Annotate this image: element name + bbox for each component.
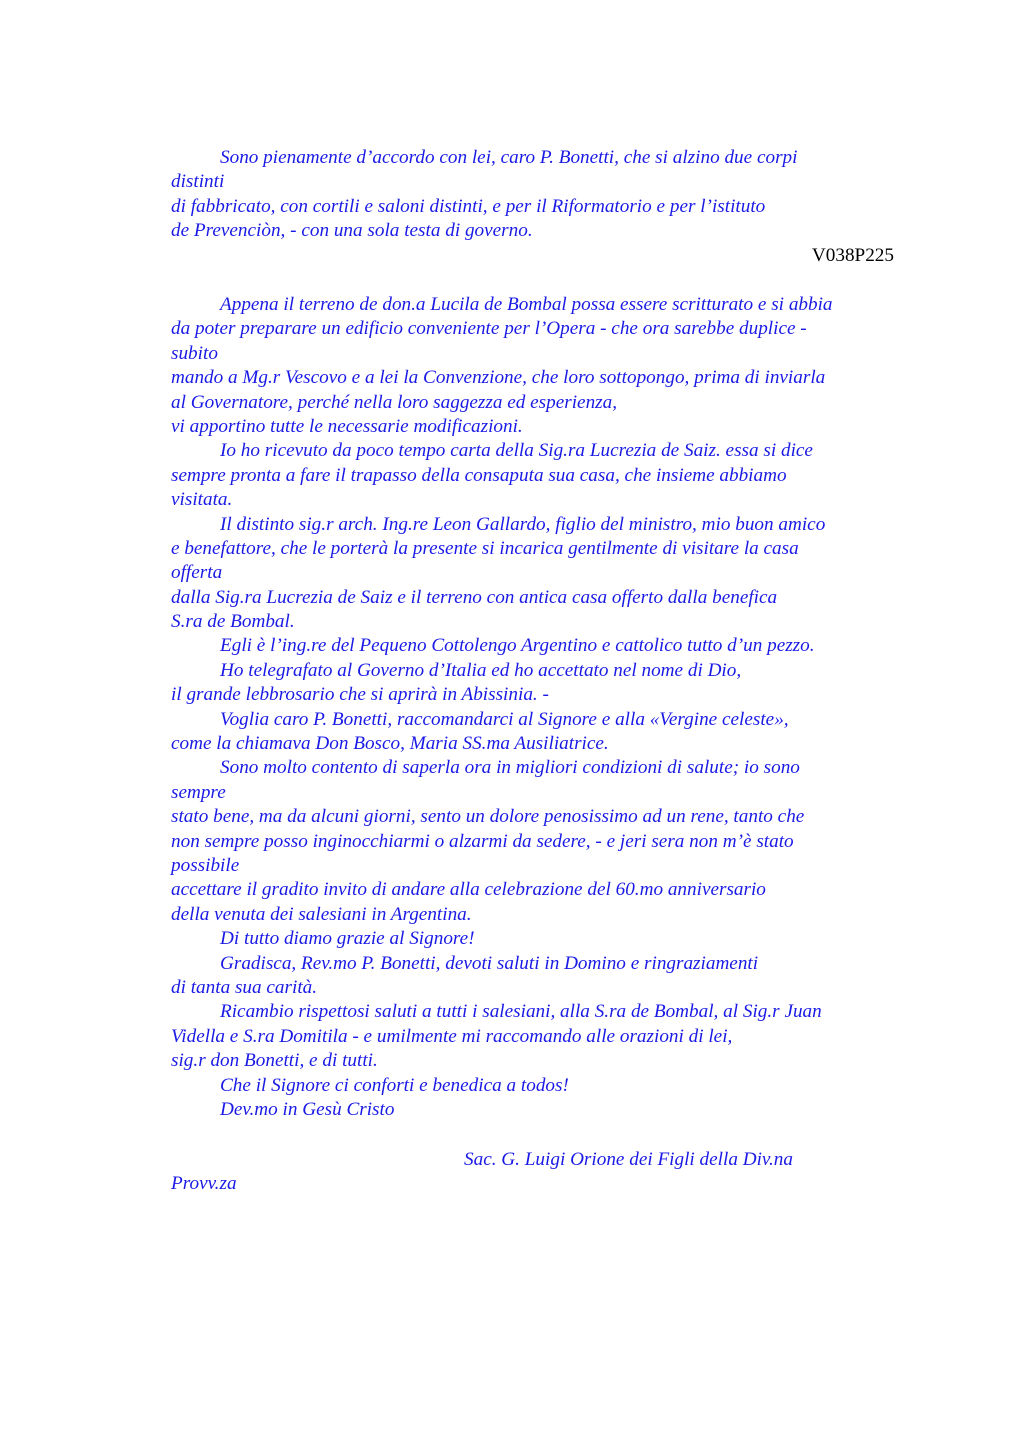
text-line: Il distinto sig.r arch. Ing.re Leon Gallardo, figlio del ministro, mio buon amico <box>220 513 826 535</box>
text-line: de Prevenciòn, - con una sola testa di governo. <box>171 220 533 242</box>
text-line: visitata. <box>171 489 233 511</box>
text-line: come la chiamava Don Bosco, Maria SS.ma Ausiliatrice. <box>171 733 609 755</box>
text-line: sempre <box>171 781 226 803</box>
signature-line: Provv.za <box>171 1173 237 1195</box>
signature-block <box>171 1148 896 1197</box>
text-line: mando a Mg.r Vescovo e a lei la Convenzione, che loro sottopongo, prima di inviarla <box>171 367 826 389</box>
text-line: non sempre posso inginocchiarmi o alzarmi da sedere, - e jeri sera non m’è stato <box>171 830 794 852</box>
text-line: di fabbricato, con cortili e saloni distinti, e per il Riformatorio e per l’istituto <box>171 195 766 217</box>
text-line: della venuta dei salesiani in Argentina. <box>171 903 472 925</box>
text-line: distinti <box>171 171 225 193</box>
text-line: Ricambio rispettosi saluti a tutti i salesiani, alla S.ra de Bombal, al Sig.r Juan <box>220 1001 822 1023</box>
text-line: al Governatore, perché nella loro saggezza ed esperienza, <box>171 391 618 413</box>
letter-body <box>171 293 896 1122</box>
text-line: di tanta sua carità. <box>171 976 318 998</box>
text-line: Di tutto diamo grazie al Signore! <box>220 928 475 950</box>
text-line: Appena il terreno de don.a Lucila de Bombal possa essere scritturato e si abbia <box>220 294 833 315</box>
page-reference: V038P225 <box>811 245 894 266</box>
text-line: Che il Signore ci conforti e benedica a todos! <box>220 1074 569 1096</box>
text-line: Io ho ricevuto da poco tempo carta della Sig.ra Lucrezia de Saiz. essa si dice <box>220 440 813 462</box>
text-line: il grande lebbrosario che si aprirà in Abissinia. - <box>171 684 549 706</box>
text-line: Vidella e S.ra Domitila - e umilmente mi raccomando alle orazioni di lei, <box>171 1025 733 1047</box>
text-line: sempre pronta a fare il trapasso della consaputa sua casa, che insieme abbiamo <box>171 464 787 486</box>
text-line: offerta <box>171 562 223 584</box>
letter-paragraph-1 <box>171 146 896 244</box>
text-line: possibile <box>171 854 240 876</box>
text-line: dalla Sig.ra Lucrezia de Saiz e il terreno con antica casa offerto dalla benefica <box>171 586 778 608</box>
text-line: stato bene, ma da alcuni giorni, sento un dolore penosissimo ad un rene, tanto che <box>171 806 805 828</box>
text-line: Ho telegrafato al Governo d’Italia ed ho accettato nel nome di Dio, <box>220 659 742 681</box>
text-line: S.ra de Bombal. <box>171 611 295 633</box>
text-line: accettare il gradito invito di andare alla celebrazione del 60.mo anniversario <box>171 879 766 901</box>
text-line: e benefattore, che le porterà la presente si incarica gentilmente di visitare la casa <box>171 537 799 559</box>
text-line: sig.r don Bonetti, e di tutti. <box>171 1050 378 1072</box>
signature-line: Sac. G. Luigi Orione dei Figli della Div.na <box>464 1149 793 1170</box>
text-line: subito <box>171 342 218 364</box>
text-line: Dev.mo in Gesù Cristo <box>220 1098 395 1120</box>
text-line: Voglia caro P. Bonetti, raccomandarci al Signore e alla «Vergine celeste», <box>220 708 789 730</box>
text-line: Egli è l’ing.re del Pequeno Cottolengo Argentino e cattolico tutto d’un pezzo. <box>220 635 815 657</box>
text-line: vi apportino tutte le necessarie modificazioni. <box>171 415 523 437</box>
text-line: da poter preparare un edificio conveniente per l’Opera - che ora sarebbe duplice - <box>171 318 807 340</box>
text-line: Sono pienamente d’accordo con lei, caro P. Bonetti, che si alzino due corpi <box>220 147 798 168</box>
text-line: Gradisca, Rev.mo P. Bonetti, devoti saluti in Domino e ringraziamenti <box>220 952 759 974</box>
text-line: Sono molto contento di saperla ora in migliori condizioni di salute; io sono <box>220 757 800 779</box>
